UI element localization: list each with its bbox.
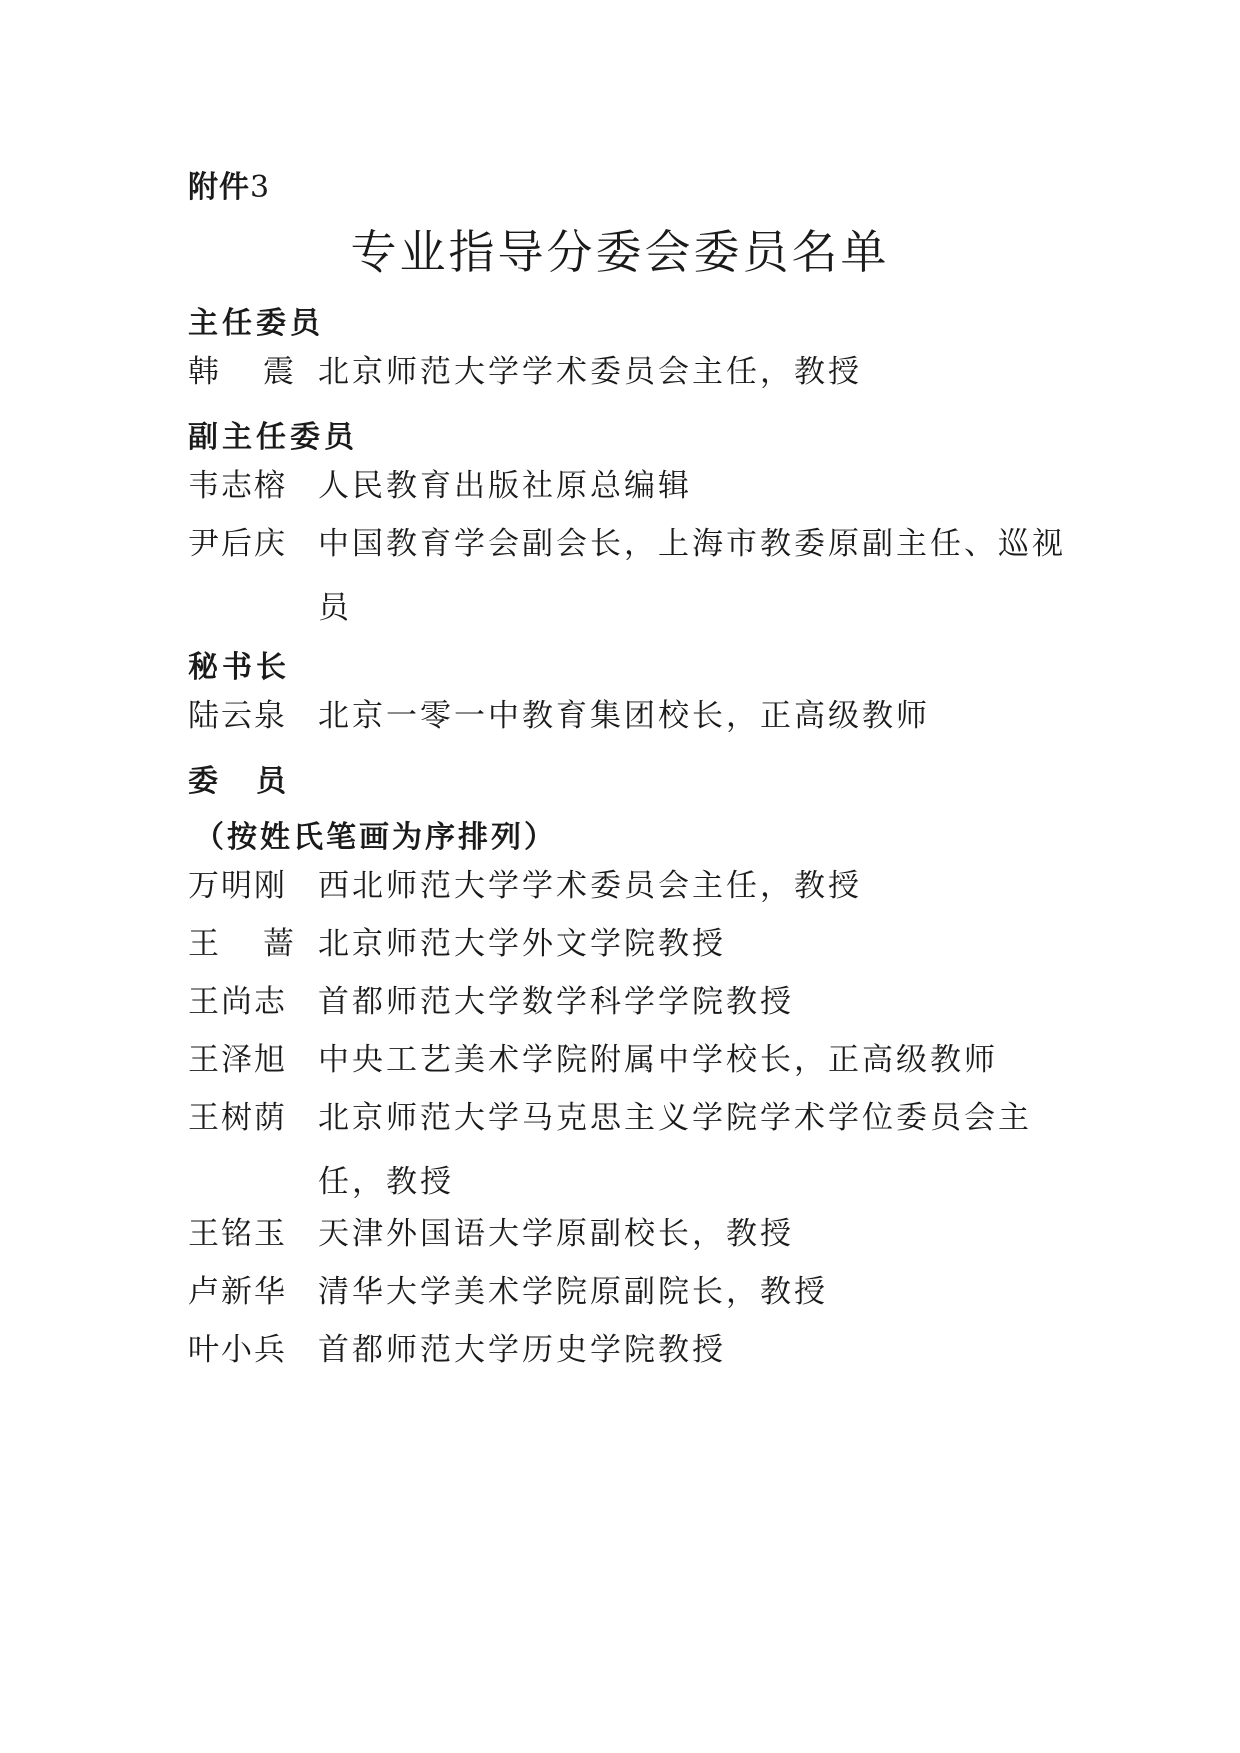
member-name: 陆云泉 [188,698,287,734]
member-row [188,912,1068,976]
member-name: 尹后庆 [188,526,287,562]
member-name: 王蔷 [188,926,338,962]
attachment-number: 3 [250,170,271,205]
member-name: 王尚志 [188,984,287,1020]
member-row [188,1028,1068,1092]
attachment-label [188,168,270,208]
member-row [188,512,1068,640]
attachment-text: 附件 [188,170,250,205]
member-description: 北京师范大学学术委员会主任，教授 [318,354,862,390]
member-description: 首都师范大学历史学院教授 [318,1332,726,1368]
section-heading-members: 委员 [188,764,324,799]
member-name: 叶小兵 [188,1332,287,1368]
member-description: 人民教育出版社原总编辑 [318,468,692,504]
section-heading-director: 主任委员 [188,306,324,341]
member-row [188,684,1068,748]
member-description: 首都师范大学数学科学学院教授 [318,984,794,1020]
member-description: 北京师范大学马克思主义学院学术学位委员会主任，教授 [318,1100,1032,1200]
member-description: 天津外国语大学原副校长，教授 [318,1216,794,1252]
member-name: 王泽旭 [188,1042,287,1078]
section-heading-vice-directors: 副主任委员 [188,420,358,455]
member-name: 韦志榕 [188,468,287,504]
member-row [188,1202,1068,1266]
member-row [188,1318,1068,1382]
member-row [188,970,1068,1034]
ordering-note: （按姓氏笔画为序排列） [194,820,557,855]
member-description: 西北师范大学学术委员会主任，教授 [318,868,862,904]
member-description: 中国教育学会副会长，上海市教委原副主任、巡视员 [318,526,1066,626]
member-row [188,340,1068,404]
member-name: 万明刚 [188,868,287,904]
member-description: 中央工艺美术学院附属中学校长，正高级教师 [318,1042,998,1078]
member-name: 韩震 [188,354,338,390]
member-row [188,454,1068,518]
member-description: 清华大学美术学院原副院长，教授 [318,1274,828,1310]
member-description: 北京师范大学外文学院教授 [318,926,726,962]
member-name: 王树荫 [188,1100,287,1136]
section-heading-secretary-general: 秘书长 [188,650,290,685]
member-row [188,1086,1048,1214]
member-row [188,854,1068,918]
member-row [188,1260,1068,1324]
member-name: 王铭玉 [188,1216,287,1252]
member-name: 卢新华 [188,1274,287,1310]
member-description: 北京一零一中教育集团校长，正高级教师 [318,698,930,734]
document-title: 专业指导分委会委员名单 [350,225,890,279]
